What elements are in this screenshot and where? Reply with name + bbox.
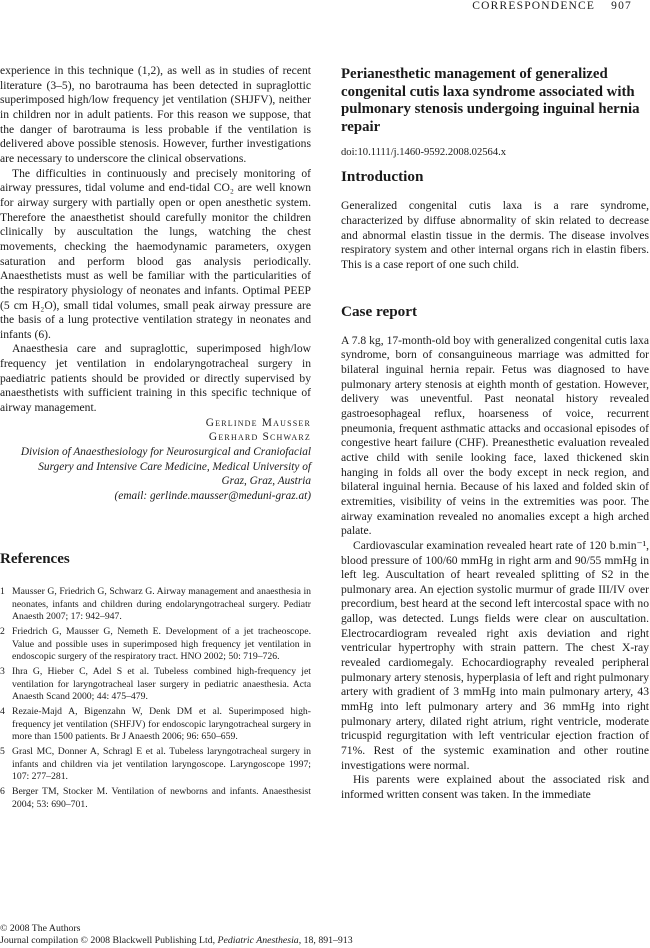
affiliation-line: Division of Anaesthesiology for Neurosurgical and Craniofacial: [20, 445, 311, 458]
journal-compilation: Journal compilation © 2008 Blackwell Publishing Ltd,: [0, 935, 216, 947]
article-title: Perianesthetic management of generalized congenital cutis laxa syndrome associated with pulmonary stenosis undergoing inguinal hernia repair: [341, 66, 640, 135]
journal-name: Pediatric Anesthesia: [217, 935, 299, 947]
reference-text: Rezaie-Majd A, Bigenzahn W, Denk DM et al. Superimposed high-frequency jet ventilation (SHFJV) for endoscopic laryngotracheal surgery in more than 1500 patients. Br J Anaesth 2006; 96: 650–659.: [12, 706, 311, 743]
affiliation-email[interactable]: (email: gerlinde.mausser@meduni-graz.at): [114, 489, 311, 502]
reference-number: 1: [0, 586, 5, 598]
reference-item: [0, 786, 311, 811]
reference-item: [0, 706, 311, 743]
author-affiliation: [0, 445, 311, 503]
reference-item: [0, 586, 311, 623]
reference-item: [0, 666, 311, 703]
introduction-paragraph: Generalized congenital cutis laxa is a rare syndrome, characterized by diffuse abnormality of skin related to decrease and abnormal elastin tissue in the dermis. The disease involves respiratory system and other internal organs rich in elastin fibers. This is a case report of one such child.: [341, 199, 649, 271]
copyright-line: © 2008 The Authors: [0, 923, 81, 934]
paragraph: A 7.8 kg, 17-month-old boy with generalized congenital cutis laxa syndrome, born of consanguineous marriage was admitted for bilateral inguinal hernia repair. Fetus was diagnosed to have pulmonary artery stenosis at eighth month of gestation. However, delivery was uneventful. Past neonatal history revealed gastroesophageal reflux, hoarseness of voice, recurrent pneumonia, frequent asthmatic attacks and occasional episodes of congestive heart failure (CHF). Preanesthetic evaluation revealed active child with senile looking face, laxed thickened skin hanging in folds all over the body except in neck region, and bilateral inguinal hernia. Because of his laxed and folded skin of extremities, visibility of veins in the extremities was poor. The airway examination revealed no anomalies except a high arched palate.: [341, 333, 649, 538]
references-heading: References: [0, 551, 70, 568]
reference-number: 5: [0, 746, 5, 758]
affiliation-line: Surgery and Intensive Care Medicine, Medical University of: [38, 460, 311, 473]
author-signature: [0, 416, 311, 445]
reference-text: Berger TM, Stocker M. Ventilation of newborns and infants. Anaesthesist 2004; 53: 690–701.: [12, 786, 311, 810]
right-column: [341, 64, 649, 803]
paragraph: The difficulties in continuously and precisely monitoring of airway pressures, tidal volume and end-tidal CO₂ are well known for airway surgery with partially open or open anesthetic system. Therefore the anaesthetist should carefully monitor the children clinically by auscultation the lungs, watching the chest movements, checking the haemodynamic parameters, oxygen saturation and perform blood gas analysis periodically. Anaesthetists must as well be familiar with the particularities of the respiratory physiology of neonates and infants. Optimal PEEP (5 cm H₂O), small tidal volumes, small peak airway pressure are the basis of a lung protective ventilation strategy in neonates and infants (6).: [0, 166, 311, 341]
page-number: 907: [611, 0, 632, 12]
paragraph: Anaesthesia care and supraglottic, superimposed high/low frequency jet ventilation in endolaryngotracheal surgery in paediatric patients should be provided or directly supervised by anaesthetists with sufficient training in this specific technique of airway management.: [0, 342, 311, 415]
reference-number: 4: [0, 706, 5, 718]
introduction-heading: Introduction: [341, 168, 424, 186]
reference-text: Ihra G, Hieber C, Adel S et al. Tubeless combined high-frequency jet ventilation for laryngotracheal laser surgery in pediatric anaesthesia. Acta Anaesth Scand 2000; 44: 475–479.: [12, 666, 311, 703]
reference-item: [0, 746, 311, 783]
reference-list: [0, 586, 311, 811]
reference-text: Friedrich G, Mausser G, Nemeth E. Development of a jet tracheoscope. Value and possible uses in superimposed high frequency jet ventilation in endoscopic surgery of the respiratory tract. HNO 2002; 50: 719–726.: [12, 626, 311, 663]
running-header: [472, 0, 632, 14]
article-doi[interactable]: doi:10.1111/j.1460-9592.2008.02564.x: [341, 147, 507, 159]
reference-text: Grasl MC, Donner A, Schragl E et al. Tubeless laryngotracheal surgery in infants and children via jet ventilation laryngoscope. Laryngoscope 1997; 107: 277–281.: [12, 746, 311, 783]
reference-number: 2: [0, 626, 5, 638]
reference-text: Mausser G, Friedrich G, Schwarz G. Airway management and anaesthesia in neonates, infants and children during endolaryngotracheal surgery. Pediatr Anaesth 2007; 17: 942–947.: [12, 586, 311, 622]
author-name: Gerhard Schwarz: [208, 431, 311, 444]
paragraph: His parents were explained about the associated risk and informed written consent was taken. In the immediate: [341, 773, 649, 801]
journal-line: [0, 935, 353, 947]
author-name: Gerlinde Mausser: [205, 416, 311, 429]
paragraph: experience in this technique (1,2), as well as in studies of recent literature (3–5), no barotrauma has been detected in supraglottic superimposed high/low frequency jet ventilation (SHJFV), neither in children nor in adult patients. For this reason we suppose, that the danger of barotrauma is less probable if the ventilation is delivered above possible stenosis. However, further investigations are necessary to underscore the clinical observations.: [0, 64, 311, 165]
page-footer: [0, 923, 353, 948]
left-column: [0, 64, 311, 814]
journal-volume-pages: , 18, 891–913: [298, 935, 353, 947]
reference-number: 6: [0, 786, 5, 798]
running-title: CORRESPONDENCE: [472, 0, 596, 12]
case-report-heading: Case report: [341, 302, 418, 320]
reference-item: [0, 626, 311, 663]
affiliation-line: Graz, Graz, Austria: [221, 475, 311, 488]
reference-number: 3: [0, 666, 5, 678]
paragraph: Cardiovascular examination revealed heart rate of 120 b.min⁻¹, blood pressure of 100/60 mmHg in right arm and 90/55 mmHg in left leg. Auscultation of heart revealed splitting of S2 in the pulmonary area. An ejection systolic murmur of grade III/IV over precordium, best heard at the second left intercostal space with no gallop, was detected. Lungs fields were clear on auscultation. Electrocardiogram revealed right axis deviation and right ventricular hypertrophy with strain pattern. The chest X-ray revealed cardiomegaly. Echocardiography revealed peripheral pulmonary artery stenosis, hyperplasia of left and right pulmonary artery with gradient of 3 mmHg into main pulmonary artery, 43 mmHg into left pulmonary artery and 36 mmHg into right pulmonary artery, dilated right atrium, right ventricle, moderate tricuspid regurgitation with left ventricular ejection fraction of 71%. Rest of the systemic examination and other routine investigations were normal.: [341, 538, 649, 772]
